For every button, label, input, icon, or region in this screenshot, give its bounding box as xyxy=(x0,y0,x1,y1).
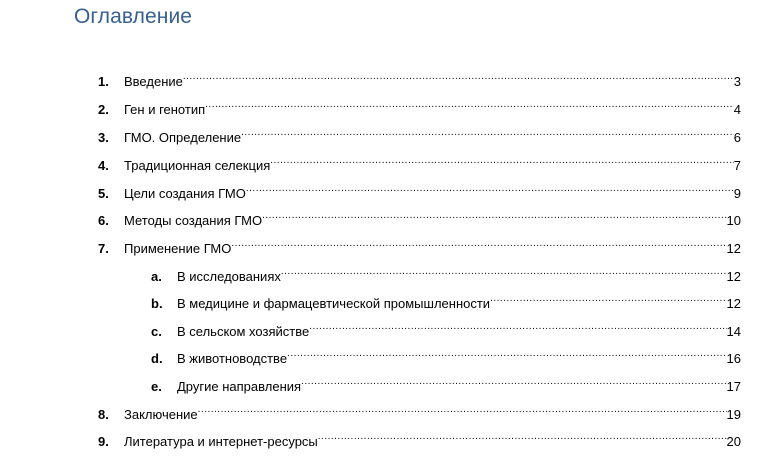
toc-dot-leader xyxy=(287,345,726,363)
toc-entry-gene-genotype[interactable] xyxy=(98,96,741,117)
toc-entry-literature[interactable] xyxy=(98,428,741,449)
page-title: Оглавление xyxy=(74,5,193,28)
toc-dot-leader xyxy=(301,373,726,391)
toc-entry-page: 4 xyxy=(733,102,741,117)
toc-entry-page: 17 xyxy=(726,379,741,394)
toc-dot-leader xyxy=(318,428,727,446)
toc-entry-title: Ген и генотип xyxy=(124,102,206,117)
toc-entry-title: Традиционная селекция xyxy=(124,158,271,173)
toc-entry-page: 19 xyxy=(726,407,741,422)
toc-entry-number: 1. xyxy=(98,74,109,89)
toc-subentry-agriculture[interactable] xyxy=(151,318,741,339)
toc-entry-title: Введение xyxy=(124,74,183,89)
toc-entry-title: В медицине и фармацевтической промышленности xyxy=(177,296,491,311)
toc-entry-title: Заключение xyxy=(124,407,198,422)
toc-entry-number: 8. xyxy=(98,407,109,422)
toc-entry-page: 12 xyxy=(726,269,741,284)
toc-entry-gmo-methods[interactable] xyxy=(98,207,741,228)
toc-entry-title: Применение ГМО xyxy=(124,241,232,256)
toc-entry-number: c. xyxy=(151,324,162,339)
toc-entry-page: 14 xyxy=(726,324,741,339)
toc-entry-number: 3. xyxy=(98,130,109,145)
toc-subentry-medicine[interactable] xyxy=(151,290,741,311)
toc-entry-page: 12 xyxy=(726,296,741,311)
toc-entry-page: 10 xyxy=(726,213,741,228)
toc-entry-page: 6 xyxy=(733,130,741,145)
toc-entry-traditional-selection[interactable] xyxy=(98,152,741,173)
toc-entry-conclusion[interactable] xyxy=(98,401,741,422)
toc-entry-number: 6. xyxy=(98,213,109,228)
toc-dot-leader xyxy=(262,207,726,225)
toc-entry-number: 7. xyxy=(98,241,109,256)
toc-entry-gmo-definition[interactable] xyxy=(98,124,741,145)
toc-entry-gmo-applications[interactable] xyxy=(98,235,741,256)
toc-dot-leader xyxy=(205,96,734,114)
toc-dot-leader xyxy=(198,401,727,419)
toc-subentry-other[interactable] xyxy=(151,373,741,394)
toc-entry-page: 9 xyxy=(733,186,741,201)
toc-entry-number: 9. xyxy=(98,434,109,449)
toc-dot-leader xyxy=(270,152,734,170)
toc-entry-page: 3 xyxy=(733,74,741,89)
toc-entry-page: 16 xyxy=(726,351,741,366)
toc-dot-leader xyxy=(231,235,726,253)
toc-entry-number: 2. xyxy=(98,102,109,117)
toc-entry-page: 12 xyxy=(726,241,741,256)
toc-entry-title: Цели создания ГМО xyxy=(124,186,246,201)
toc-dot-leader xyxy=(490,290,726,308)
toc-entry-title: Литература и интернет-ресурсы xyxy=(124,434,318,449)
toc-entry-gmo-goals[interactable] xyxy=(98,180,741,201)
toc-entry-title: В сельском хозяйстве xyxy=(177,324,310,339)
toc-dot-leader xyxy=(241,124,734,142)
toc-subentry-livestock[interactable] xyxy=(151,345,741,366)
toc-entry-number: d. xyxy=(151,351,163,366)
toc-entry-title: ГМО. Определение xyxy=(124,130,242,145)
toc-entry-number: a. xyxy=(151,269,162,284)
toc-entry-page: 7 xyxy=(733,158,741,173)
toc-dot-leader xyxy=(183,68,734,86)
toc-entry-title: В животноводстве xyxy=(177,351,288,366)
toc-entry-title: Методы создания ГМО xyxy=(124,213,263,228)
toc-entry-number: 4. xyxy=(98,158,109,173)
toc-dot-leader xyxy=(281,263,727,281)
toc-entry-page: 20 xyxy=(726,434,741,449)
toc-entry-introduction[interactable] xyxy=(98,68,741,89)
toc-entry-number: 5. xyxy=(98,186,109,201)
toc-subentry-research[interactable] xyxy=(151,263,741,284)
toc-dot-leader xyxy=(246,180,734,198)
toc-entry-number: b. xyxy=(151,296,163,311)
toc-dot-leader xyxy=(309,318,726,336)
toc-entry-number: e. xyxy=(151,379,162,394)
toc-entry-title: Другие направления xyxy=(177,379,302,394)
toc-entry-title: В исследованиях xyxy=(177,269,281,284)
